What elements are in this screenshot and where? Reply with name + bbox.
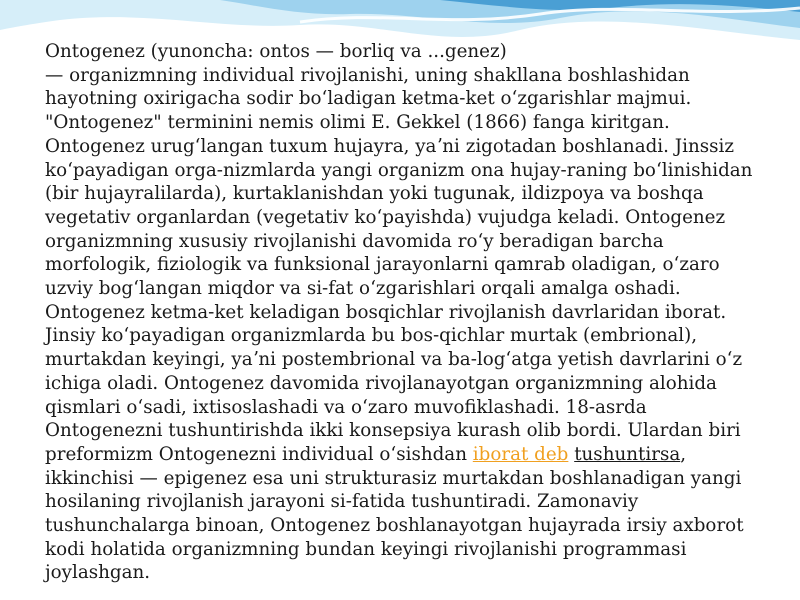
paragraph-part-2: , ikkinchisi — epigenez esa uni strukturasiz murtakdan boshlanadigan yangi hosilaning rivojlanish jarayoni si-fatida tushuntiradi. Zamonaviy tushunchalarga binoan, Ontogenez boshlanayotgan hujayrada irsiy axborot kodi holatida organizmning bundan keyingi rivojlanishi programmasi joylashgan.: [45, 443, 744, 584]
tushuntirsa-link[interactable]: tushuntirsa: [574, 443, 681, 465]
paragraph-part-1: — organizmning individual rivojlanishi, uning shakllana boshlashidan hayotning oxirigacha sodir boʻladigan ketma-ket oʻzgarishlar majmui. "Ontogenez" terminini nemis olimi E. Gekkel (1866) fanga kiritgan. Ontogenez urugʻlangan tuxum hujayra, yaʼni zigotadan boshlanadi. Jinssiz koʻpayadigan orga-nizmlarda yangi organizm ona hujay-raning boʻlinishidan (bir hujayralilarda), kurtaklanishdan yoki tugunak, ildizpoya va boshqa vegetativ organlardan (vegetativ koʻpayishda) vujudga keladi. Ontogenez organizmning xususiy rivojlanishi davomida roʻy beradigan barcha morfologik, fiziologik va funksional jarayonlarni qamrab oladigan, oʻzaro uzviy bogʻlangan miqdor va si-fat oʻzgarishlari orqali amalga oshadi. Ontogenez ketma-ket keladigan bosqichlar rivojlanish davrlaridan iborat. Jinsiy koʻpayadigan organizmlarda bu bos-qichlar murtak (embrional), murtakdan keyingi, yaʼni postembrional va ba-logʻatga yetish davrlarini oʻz ichiga oladi. Ontogenez davomida rivojlanayotgan organizmning alohida qismlari oʻsadi, ixtisoslashadi va oʻzaro muvofiklashadi. 18-asrda Ontogenezni tushuntirishda ikki konsepsiya kurash olib bordi. Ulardan biri preformizm Ontogenezni individual oʻsishdan: [45, 64, 753, 465]
document-text: [45, 40, 765, 585]
title-line: Ontogenez (yunoncha: ontos — borliq va ...genez): [45, 41, 507, 62]
iborat-deb-link[interactable]: iborat deb: [472, 443, 569, 465]
document-body: [45, 40, 765, 585]
